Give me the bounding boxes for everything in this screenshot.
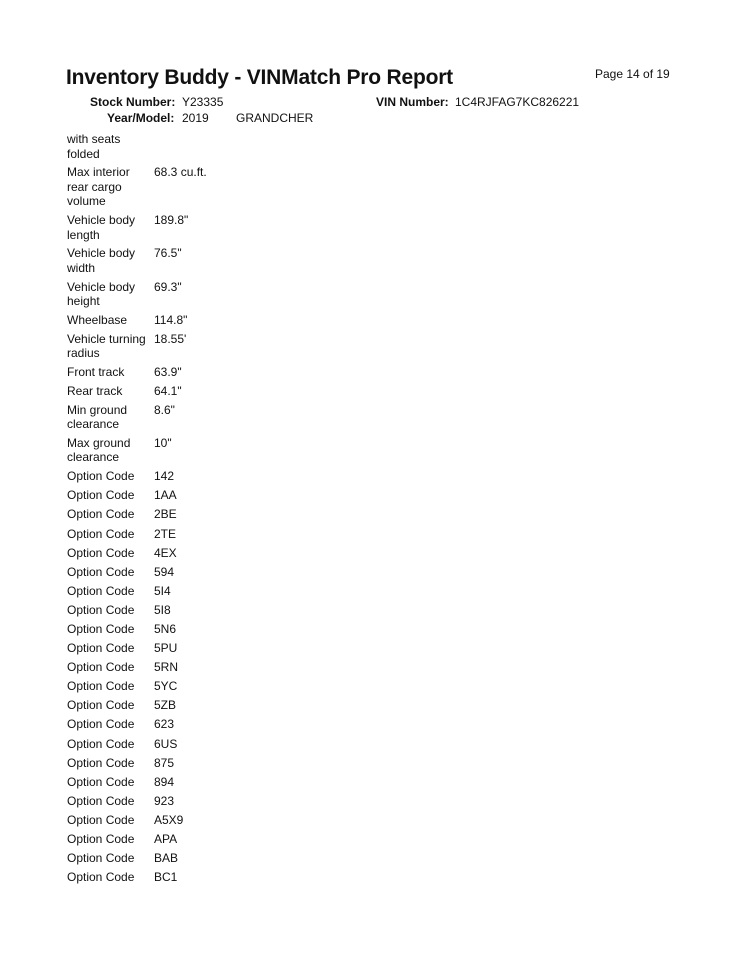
spec-row: [67, 165, 287, 209]
option-code-value: 142: [154, 469, 175, 484]
spec-name: Vehicle body width: [67, 246, 136, 275]
stock-number-label: Stock Number:: [90, 95, 176, 109]
option-code-row: [67, 813, 287, 828]
spec-name: Vehicle body length: [67, 213, 136, 242]
spec-value: 76.5": [154, 246, 182, 261]
option-code-row: [67, 469, 287, 484]
spec-table: [67, 132, 287, 889]
option-code-value: A5X9: [154, 812, 184, 827]
spec-name: Max interior rear cargo volume: [67, 165, 130, 209]
spec-value: 10": [154, 435, 172, 450]
spec-value: 114.8": [154, 312, 188, 327]
option-code-value: APA: [154, 832, 178, 847]
option-code-label: Option Code: [67, 717, 135, 732]
option-code-label: Option Code: [67, 736, 135, 751]
option-code-label: Option Code: [67, 660, 135, 675]
option-code-row: [67, 679, 287, 694]
option-code-label: Option Code: [67, 583, 135, 598]
option-code-row: [67, 794, 287, 809]
option-code-label: Option Code: [67, 526, 135, 541]
option-code-value: 5PU: [154, 641, 178, 656]
spec-name: Min ground clearance: [67, 402, 128, 432]
year-value: 2019: [182, 111, 209, 125]
option-code-value: BC1: [154, 870, 178, 885]
option-code-row: [67, 870, 287, 885]
option-code-label: Option Code: [67, 755, 135, 770]
spec-name: Wheelbase: [67, 312, 128, 327]
option-code-label: Option Code: [67, 774, 135, 789]
spec-row: [67, 332, 287, 361]
option-code-label: Option Code: [67, 793, 135, 808]
spec-value: 63.9": [154, 365, 182, 380]
spec-name: Vehicle body height: [67, 279, 136, 309]
spec-row: [67, 246, 287, 275]
option-code-label: Option Code: [67, 812, 135, 827]
option-code-label: Option Code: [67, 679, 135, 694]
option-code-value: 594: [154, 564, 175, 579]
option-code-label: Option Code: [67, 641, 135, 656]
option-code-row: [67, 698, 287, 713]
option-code-row: [67, 584, 287, 599]
option-code-value: 923: [154, 793, 175, 808]
option-code-row: [67, 660, 287, 675]
option-code-label: Option Code: [67, 622, 135, 637]
page-number: Page 14 of 19: [595, 67, 670, 81]
spec-value: 8.6": [154, 402, 175, 417]
option-code-row: [67, 717, 287, 732]
option-code-label: Option Code: [67, 507, 135, 522]
option-code-value: 4EX: [154, 545, 177, 560]
spec-row: [67, 384, 287, 399]
spec-row: [67, 403, 287, 432]
model-value: GRANDCHER: [236, 111, 314, 125]
spec-row: [67, 132, 287, 161]
spec-name: Vehicle turning radius: [67, 331, 146, 361]
spec-name: Rear track: [67, 383, 123, 398]
option-code-value: 875: [154, 755, 175, 770]
option-code-row: [67, 775, 287, 790]
vin-number-label: VIN Number:: [376, 95, 449, 109]
spec-name: Max ground clearance: [67, 435, 131, 465]
spec-name: Front track: [67, 365, 125, 380]
spec-value: 18.55': [154, 331, 187, 346]
option-code-row: [67, 527, 287, 542]
spec-value: 68.3 cu.ft.: [154, 165, 207, 180]
option-code-row: [67, 851, 287, 866]
option-code-row: [67, 622, 287, 637]
option-code-value: 5YC: [154, 679, 178, 694]
option-code-row: [67, 507, 287, 522]
option-code-value: 5I4: [154, 583, 171, 598]
spec-row: [67, 313, 287, 328]
report-title: Inventory Buddy - VINMatch Pro Report: [66, 66, 453, 89]
option-code-value: BAB: [154, 851, 179, 866]
option-code-label: Option Code: [67, 545, 135, 560]
option-code-value: 623: [154, 717, 175, 732]
option-code-row: [67, 546, 287, 561]
option-code-row: [67, 565, 287, 580]
option-code-label: Option Code: [67, 832, 135, 847]
spec-value: 69.3": [154, 279, 182, 294]
option-code-label: Option Code: [67, 488, 135, 503]
option-code-value: 894: [154, 774, 175, 789]
option-code-label: Option Code: [67, 851, 135, 866]
year-model-label: Year/Model:: [107, 111, 175, 125]
stock-number-value: Y23335: [182, 95, 224, 109]
spec-row: [67, 436, 287, 465]
option-code-value: 5N6: [154, 622, 177, 637]
spec-name: with seats folded: [67, 132, 121, 161]
option-code-value: 5ZB: [154, 698, 177, 713]
option-code-label: Option Code: [67, 698, 135, 713]
option-code-value: 1AA: [154, 488, 177, 503]
option-code-row: [67, 832, 287, 847]
spec-value: 64.1": [154, 383, 182, 398]
option-code-label: Option Code: [67, 870, 135, 885]
option-code-row: [67, 737, 287, 752]
option-code-row: [67, 603, 287, 618]
option-code-row: [67, 756, 287, 771]
option-code-label: Option Code: [67, 564, 135, 579]
option-code-value: 2BE: [154, 507, 177, 522]
option-code-label: Option Code: [67, 469, 135, 484]
spec-row: [67, 213, 287, 242]
spec-value: 189.8": [154, 213, 189, 228]
option-code-value: 2TE: [154, 526, 177, 541]
spec-row: [67, 280, 287, 309]
option-code-value: 5I8: [154, 602, 171, 617]
option-code-row: [67, 641, 287, 656]
option-code-label: Option Code: [67, 602, 135, 617]
vin-number-value: 1C4RJFAG7KC826221: [455, 95, 580, 109]
spec-row: [67, 365, 287, 380]
option-code-value: 5RN: [154, 660, 179, 675]
option-code-row: [67, 488, 287, 503]
option-code-value: 6US: [154, 736, 178, 751]
